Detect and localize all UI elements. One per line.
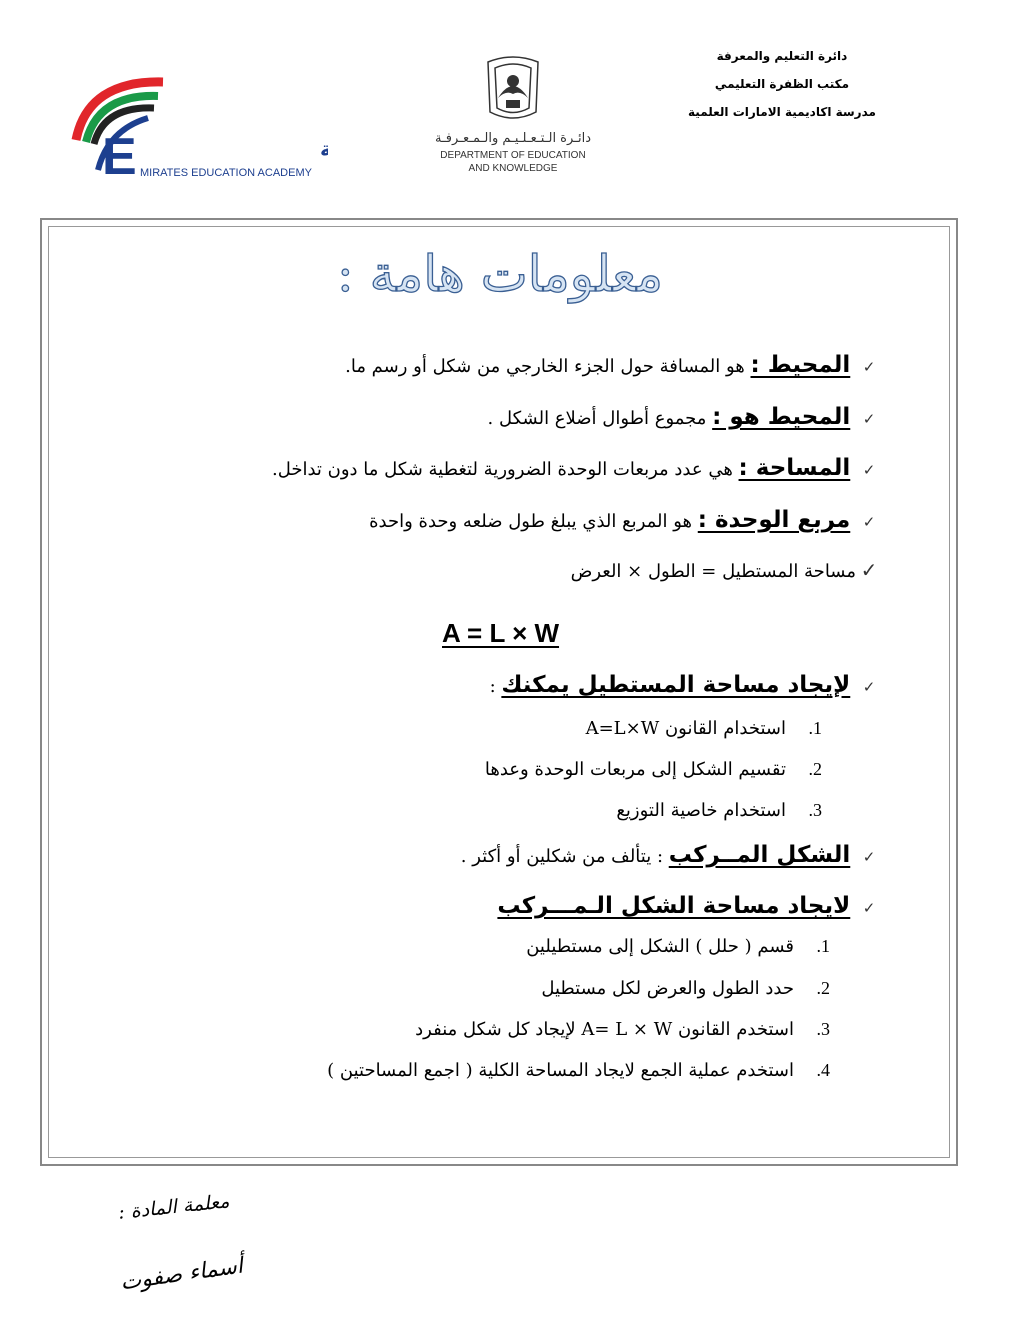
definition-text: هو المربع الذي يبلغ طول ضلعه وحدة واحدة (369, 511, 698, 532)
definition-term: الشكل المــركب (668, 842, 851, 868)
item-text: استخدم عملية الجمع لايجاد المساحة الكلية ( اجمع المساحتين ) (327, 1060, 794, 1081)
item-text: تقسيم الشكل إلى مربعات الوحدة وعدها (484, 759, 786, 780)
item-number: 2. (808, 759, 822, 779)
item-text: استخدم القانون A= L × W لإيجاد كل شكل منفرد (415, 1019, 794, 1040)
item-text: استخدام القانون A=L×W (585, 718, 786, 739)
school-header-text (652, 42, 912, 126)
department-logo (428, 54, 598, 179)
composite-definition (122, 842, 882, 868)
academy-english-name: MIRATES EDUCATION ACADEMY (140, 167, 312, 179)
definition-term: المحيط هو : (712, 404, 851, 430)
checkmark-icon: ✓ (862, 678, 876, 696)
item-text: قسم ( حلل ) الشكل إلى مستطيلين (526, 936, 794, 957)
definition-item (122, 352, 882, 378)
definition-text: مساحة المستطيل = الطول × العرض (570, 561, 856, 582)
item-number: 3. (808, 800, 822, 820)
list-item (541, 978, 830, 999)
teacher-label: معلمة المادة : (117, 1190, 231, 1224)
item-number: 3. (816, 1019, 830, 1039)
item-text: استخدام خاصية التوزيع (616, 800, 786, 821)
page-title: معلومات هامة : (336, 245, 664, 303)
rectangle-area-heading (122, 672, 882, 698)
checkmark-icon: ✓ (862, 899, 876, 917)
section-heading: لإيجاد مساحة المستطيل يمكنك (501, 672, 851, 698)
item-number: 4. (816, 1060, 830, 1080)
definition-text: مجموع أطوال أضلاع الشكل . (487, 408, 713, 429)
definition-item (122, 404, 882, 430)
academy-arabic-name: ة (320, 137, 328, 161)
logo-english-line1: DEPARTMENT OF EDUCATION (440, 150, 586, 161)
header-line-2: مكتب الظفرة التعليمي (714, 77, 850, 91)
checkmark-icon: ✓ (862, 848, 876, 866)
definition-text: هو المسافة حول الجزء الخارجي من شكل أو رسم ما. (345, 356, 751, 377)
logo-arabic-text: دائـرة الـتـعـلـيـم والـمـعـرفـة (435, 131, 591, 146)
definition-item (122, 455, 882, 481)
heading-suffix: : (489, 676, 502, 697)
teacher-name: أسماء صفوت (118, 1253, 245, 1296)
definition-term: المساحة : (738, 455, 851, 481)
definition-item (122, 507, 882, 533)
area-formula: A = L × W (442, 618, 560, 648)
list-item (586, 718, 822, 739)
item-number: 1. (816, 936, 830, 956)
item-number: 1. (808, 718, 822, 738)
composite-area-heading (122, 893, 882, 919)
checkmark-icon: ✓ (862, 513, 876, 531)
list-item (526, 936, 830, 957)
checkmark-icon: ✓ (862, 410, 876, 428)
item-number: 2. (816, 978, 830, 998)
checkmark-icon: ✓ (862, 358, 876, 376)
checkmark-icon: ✓ (862, 461, 876, 479)
list-item (327, 1060, 830, 1081)
list-item (415, 1019, 830, 1040)
list-item (616, 800, 822, 821)
checkmark-icon: ✓ (860, 558, 878, 582)
falcon-emblem-icon (428, 54, 598, 179)
academy-logo (68, 70, 328, 185)
section-heading: لايجاد مساحة الشكل الـمـــركب (497, 893, 851, 919)
logo-e-letter: E (102, 128, 137, 185)
header-line-3: مدرسة اكاديمية الامارات العلمية (688, 105, 876, 119)
list-item (485, 759, 822, 780)
definition-text: : يتألف من شكلين أو أكثر . (460, 846, 669, 867)
definition-text: هي عدد مربعات الوحدة الضرورية لتغطية شكل ما دون تداخل. (271, 459, 739, 480)
header-line-1: دائرة التعليم والمعرفة (716, 49, 848, 63)
definition-term: مربع الوحدة : (697, 507, 851, 533)
logo-english-line2: AND KNOWLEDGE (468, 163, 558, 174)
definition-term: المحيط : (750, 352, 851, 378)
item-text: حدد الطول والعرض لكل مستطيل (541, 978, 794, 999)
definition-item (122, 558, 882, 582)
